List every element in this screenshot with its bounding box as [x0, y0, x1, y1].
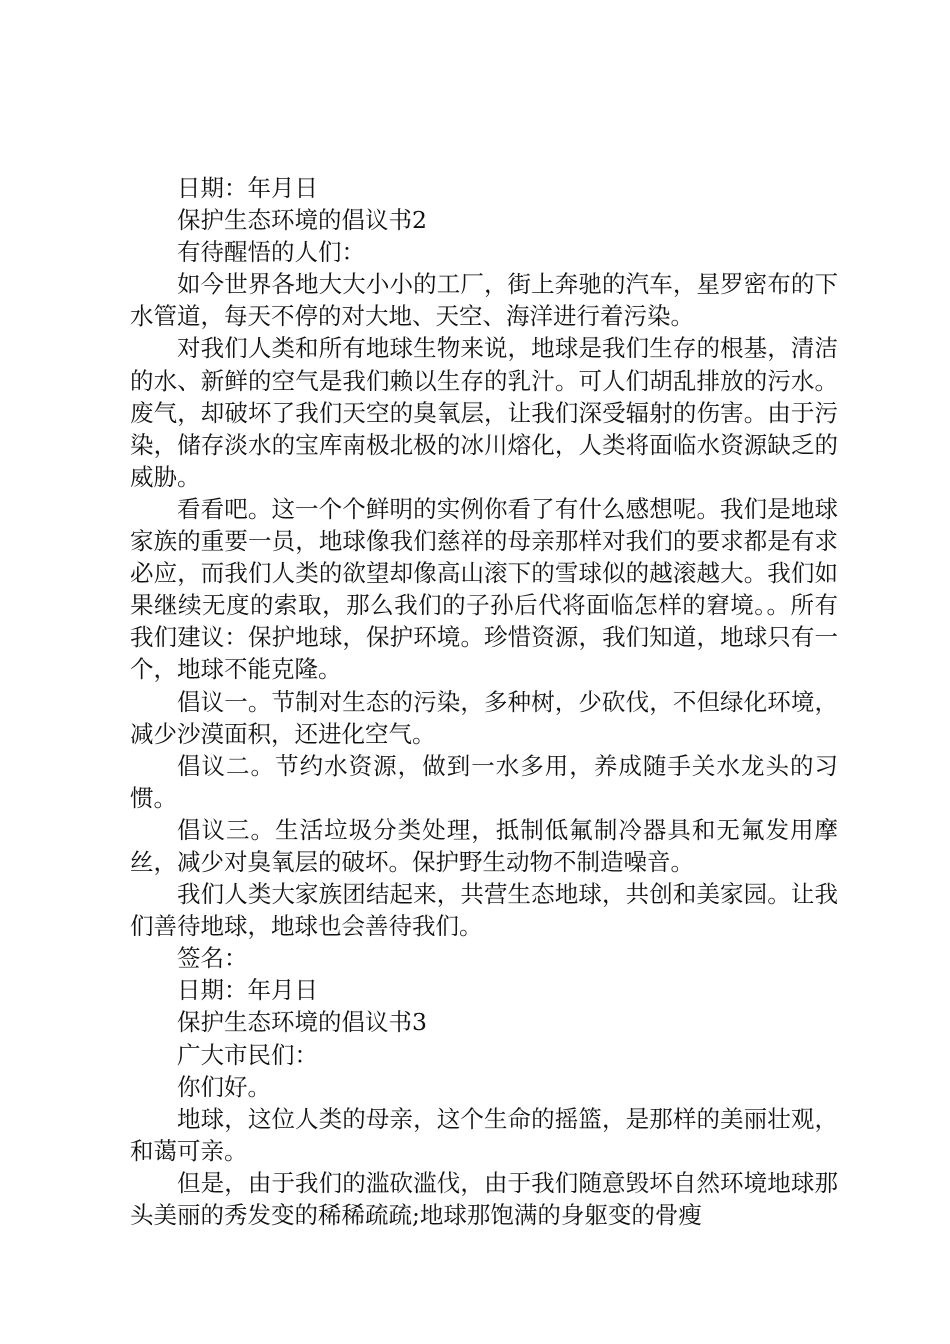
section-title-3: 保护生态环境的倡议书3 [177, 1008, 427, 1037]
salutation: 广大市民们： [177, 1040, 318, 1069]
body-paragraph: 但是，由于我们的滥砍滥伐，由于我们随意毁坏自然环境地球那头美丽的秀发变的稀稀疏疏;地球那饱满的身躯变的骨瘦 [130, 1168, 838, 1229]
date-line: 日期：年月日 [177, 174, 318, 202]
proposal-two: 倡议二。节约水资源，做到一水多用，养成随手关水龙头的习惯。 [130, 751, 838, 812]
date-line: 日期：年月日 [177, 976, 318, 1005]
proposal-three: 倡议三。生活垃圾分类处理，抵制低氟制冷器具和无氟发用摩丝，减少对臭氧层的破坏。保护野生动物不制造噪音。 [130, 815, 838, 876]
body-paragraph: 看看吧。这一个个鲜明的实例你看了有什么感想呢。我们是地球家族的重要一员，地球像我们慈祥的母亲那样对我们的要求都是有求必应，而我们人类的欲望却像高山滚下的雪球似的越滚越大。我们如果继续无度的索取，那么我们的子孙后代将面临怎样的窘境。。所有我们建议：保护地球，保护环境。珍惜资源，我们知道，地球只有一个，地球不能克隆。 [130, 494, 838, 684]
greeting: 你们好。 [177, 1072, 271, 1101]
proposal-one: 倡议一。节制对生态的污染，多种树，少砍伐，不但绿化环境，减少沙漠面积，还进化空气。 [130, 687, 838, 748]
closing-paragraph: 我们人类大家族团结起来，共营生态地球，共创和美家园。让我们善待地球，地球也会善待我们。 [130, 880, 838, 941]
body-paragraph: 如今世界各地大大小小的工厂，街上奔驰的汽车，星罗密布的下水管道，每天不停的对大地、天空、海洋进行着污染。 [130, 270, 838, 331]
signature-line: 签名： [177, 944, 248, 973]
section-title-2: 保护生态环境的倡议书2 [177, 206, 427, 235]
body-paragraph: 对我们人类和所有地球生物来说，地球是我们生存的根基，清洁的水、新鲜的空气是我们赖以生存的乳汁。可人们胡乱排放的污水。废气，却破坏了我们天空的臭氧层，让我们深受辐射的伤害。由于污染，储存淡水的宝库南极北极的冰川熔化，人类将面临水资源缺乏的威胁。 [130, 334, 838, 491]
salutation: 有待醒悟的人们： [177, 238, 365, 267]
body-paragraph: 地球，这位人类的母亲，这个生命的摇篮，是那样的美丽壮观，和蔼可亲。 [130, 1104, 838, 1165]
document-body [130, 172, 838, 1231]
